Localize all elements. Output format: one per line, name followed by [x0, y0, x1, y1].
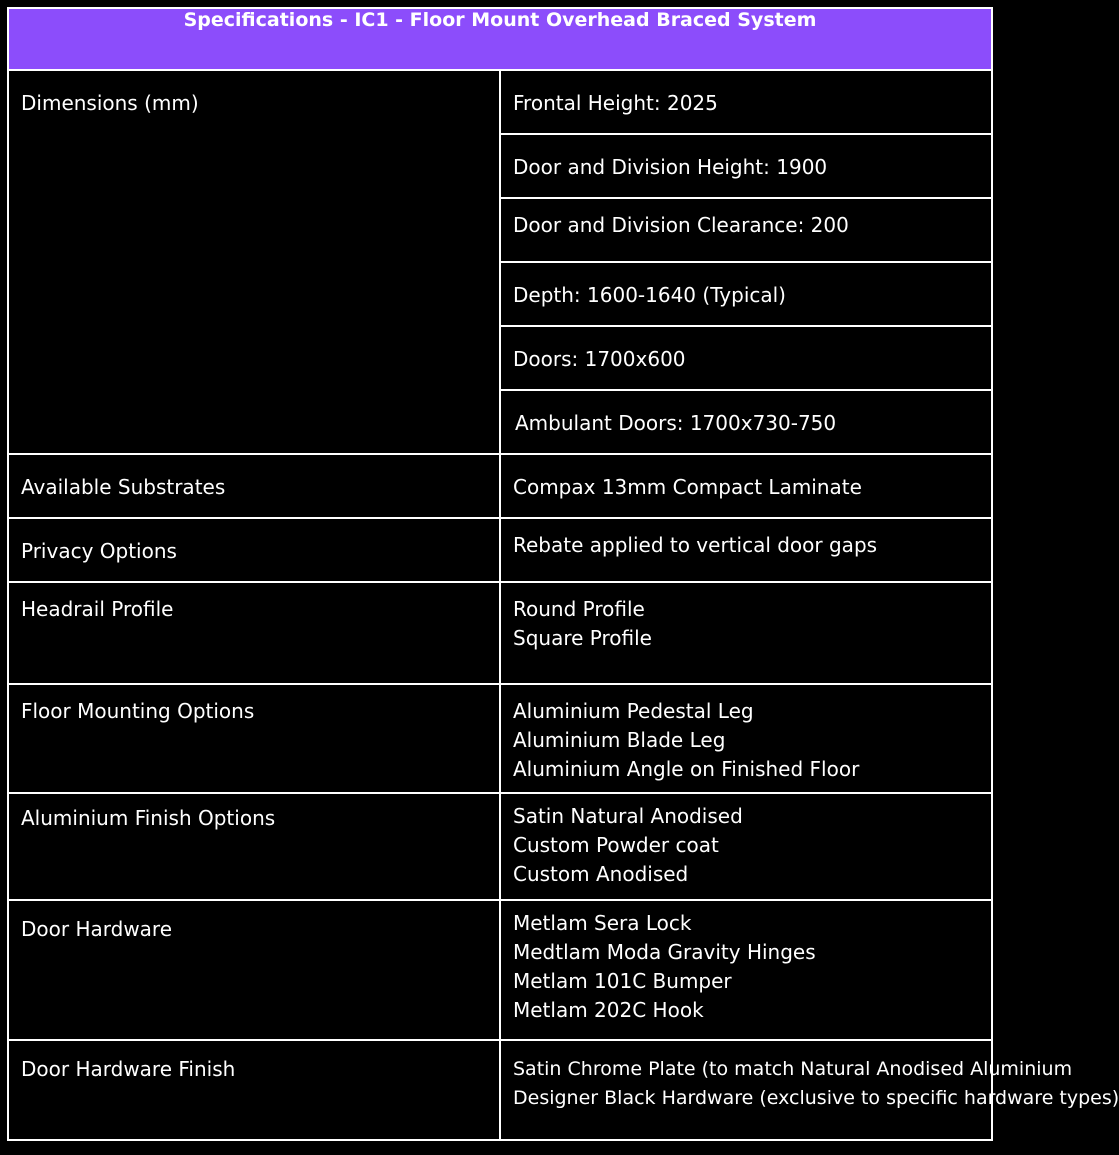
dimension-value: Door and Division Clearance: 200 [500, 198, 992, 262]
row-label: Door Hardware [8, 900, 500, 1040]
row-value [500, 454, 992, 518]
value-line: Satin Chrome Plate (to match Natural Anodised Aluminium [513, 1058, 1073, 1080]
header-row [8, 8, 992, 70]
value-line: Aluminium Pedestal Leg [513, 699, 754, 723]
value-line: Metlam Sera Lock [513, 911, 692, 935]
row-value [500, 793, 992, 900]
row-label: Headrail Profile [8, 582, 500, 684]
row-label: Available Substrates [8, 454, 500, 518]
table-row-floor-mounting [8, 684, 992, 793]
row-label: Privacy Options [8, 518, 500, 582]
dimension-value: Doors: 1700x600 [500, 326, 992, 390]
table-row-headrail [8, 582, 992, 684]
value-line: Round Profile [513, 597, 645, 621]
table-row-privacy [8, 518, 992, 582]
value-line: Aluminium Angle on Finished Floor [513, 757, 860, 781]
dimension-value: Door and Division Height: 1900 [500, 134, 992, 198]
value-line: Metlam 202C Hook [513, 998, 704, 1022]
table-row-door-hardware [8, 900, 992, 1040]
table-row-aluminium-finish [8, 793, 992, 900]
row-label: Floor Mounting Options [8, 684, 500, 793]
specifications-table [7, 7, 1119, 1141]
row-label: Aluminium Finish Options [8, 793, 500, 900]
row-value [500, 582, 992, 684]
table-row-substrates [8, 454, 992, 518]
dimension-value: Depth: 1600-1640 (Typical) [500, 262, 992, 326]
row-value [500, 900, 992, 1040]
table-row-dimensions [8, 70, 992, 134]
dimension-value: Frontal Height: 2025 [500, 70, 992, 134]
value-line: Designer Black Hardware (exclusive to specific hardware types) [513, 1087, 1119, 1109]
value-line: Rebate applied to vertical door gaps [513, 533, 878, 557]
value-line: Medtlam Moda Gravity Hinges [513, 940, 816, 964]
row-label-dimensions: Dimensions (mm) [8, 70, 500, 454]
table-row-door-hardware-finish [8, 1040, 992, 1140]
value-line: Aluminium Blade Leg [513, 728, 726, 752]
row-value [500, 518, 992, 582]
value-line: Metlam 101C Bumper [513, 969, 732, 993]
row-value [500, 684, 992, 793]
row-label: Door Hardware Finish [8, 1040, 500, 1140]
value-line: Compax 13mm Compact Laminate [513, 475, 862, 499]
value-line: Satin Natural Anodised [513, 804, 743, 828]
table-title: Specifications - IC1 - Floor Mount Overhead Braced System [8, 8, 992, 70]
dimension-value: Ambulant Doors: 1700x730-750 [500, 390, 992, 454]
value-line: Custom Anodised [513, 862, 689, 886]
value-line: Custom Powder coat [513, 833, 719, 857]
value-line: Square Profile [513, 626, 652, 650]
row-value [500, 1040, 1119, 1140]
